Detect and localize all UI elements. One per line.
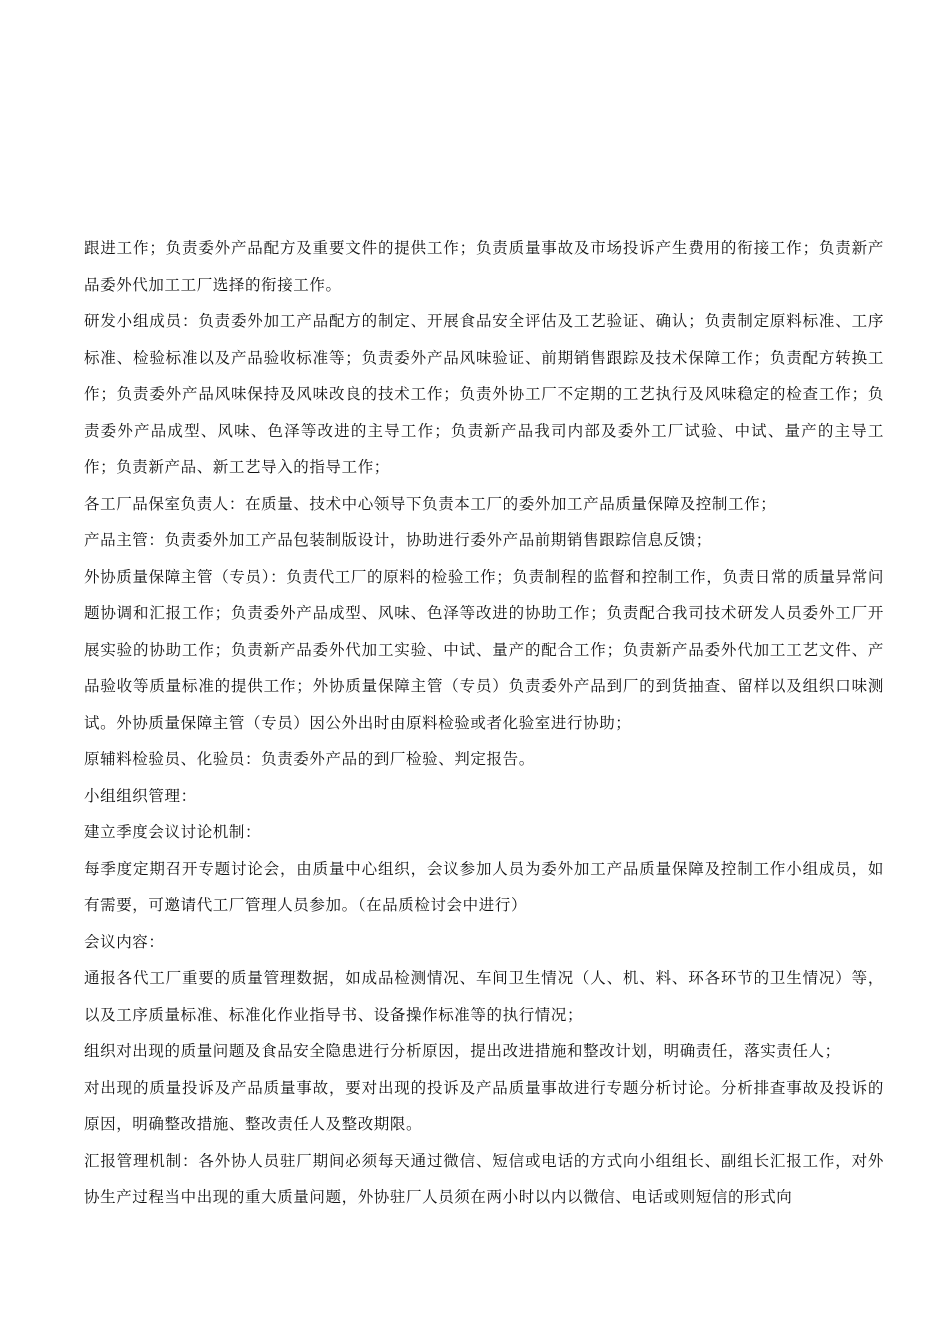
paragraph-report-data: 通报各代工厂重要的质量管理数据，如成品检测情况、车间卫生情况（人、机、料、环各环节的卫生情况）等，以及工序质量标准、标准化作业指导书、设备操作标准等的执行情况； <box>84 969 884 1024</box>
paragraph-inspectors: 原辅料检验员、化验员：负责委外产品的到厂检验、判定报告。 <box>84 750 535 768</box>
paragraph-follow-up: 跟进工作；负责委外产品配方及重要文件的提供工作；负责质量事故及市场投诉产生费用的衔接工作；负责新产品委外代加工工厂选择的衔接工作。 <box>84 239 884 294</box>
paragraph-qa-office-head: 各工厂品保室负责人：在质量、技术中心领导下负责本工厂的委外加工产品质量保障及控制工作； <box>84 494 777 513</box>
paragraph-product-supervisor: 产品主管：负责委外加工产品包装制版设计，协助进行委外产品前期销售跟踪信息反馈； <box>84 531 712 549</box>
paragraph-reporting-mechanism: 汇报管理机制：各外协人员驻厂期间必须每天通过微信、短信或电话的方式向小组组长、副组长汇报工作，对外协生产过程当中出现的重大质量问题，外协驻厂人员须在两小时以内以微信、电话或则短信的形式向 <box>84 1151 884 1206</box>
heading-group-management: 小组组织管理： <box>84 786 197 805</box>
paragraph-outsourcing-qa-supervisor: 外协质量保障主管（专员）：负责代工厂的原料的检验工作；负责制程的监督和控制工作，负责日常的质量异常问题协调和汇报工作；负责委外产品成型、风味、色泽等改进的协助工作；负责配合我司技术研发人员委外工厂开展实验的协助工作；负责新产品委外代加工实验、中试、量产的配合工作；负责新产品委外代加工工艺文件、产品验收等质量标准的提供工作；外协质量保障主管（专员）负责委外产品到厂的到货抽查、留样以及组织口味测试。外协质量保障主管（专员）因公外出时由原料检验或者化验室进行协助； <box>84 567 884 732</box>
paragraph-analyze-issues: 组织对出现的质量问题及食品安全隐患进行分析原因，提出改进措施和整改计划，明确责任，落实责任人； <box>84 1042 841 1060</box>
heading-quarterly-meeting: 建立季度会议讨论机制： <box>84 823 262 841</box>
paragraph-rd-members: 研发小组成员：负责委外加工产品配方的制定、开展食品安全评估及工艺验证、确认；负责制定原料标准、工序标准、检验标准以及产品验收标准等；负责委外产品风味验证、前期销售跟踪及技术保障工作；负责配方转换工作；负责委外产品风味保持及风味改良的技术工作；负责外协工厂不定期的工艺执行及风味稳定的检查工作；负责委外产品成型、风味、色泽等改进的主导工作；负责新产品我司内部及委外工厂试验、中试、量产的主导工作；负责新产品、新工艺导入的指导工作； <box>84 312 884 476</box>
document-body <box>84 230 884 1216</box>
paragraph-quarterly-meeting: 每季度定期召开专题讨论会，由质量中心组织，会议参加人员为委外加工产品质量保障及控制工作小组成员，如有需要，可邀请代工厂管理人员参加。（在品质检讨会中进行） <box>84 859 884 914</box>
heading-meeting-content: 会议内容： <box>84 932 165 951</box>
paragraph-complaints: 对出现的质量投诉及产品质量事故，要对出现的投诉及产品质量事故进行专题分析讨论。分析排查事故及投诉的原因，明确整改措施、整改责任人及整改期限。 <box>84 1078 884 1133</box>
